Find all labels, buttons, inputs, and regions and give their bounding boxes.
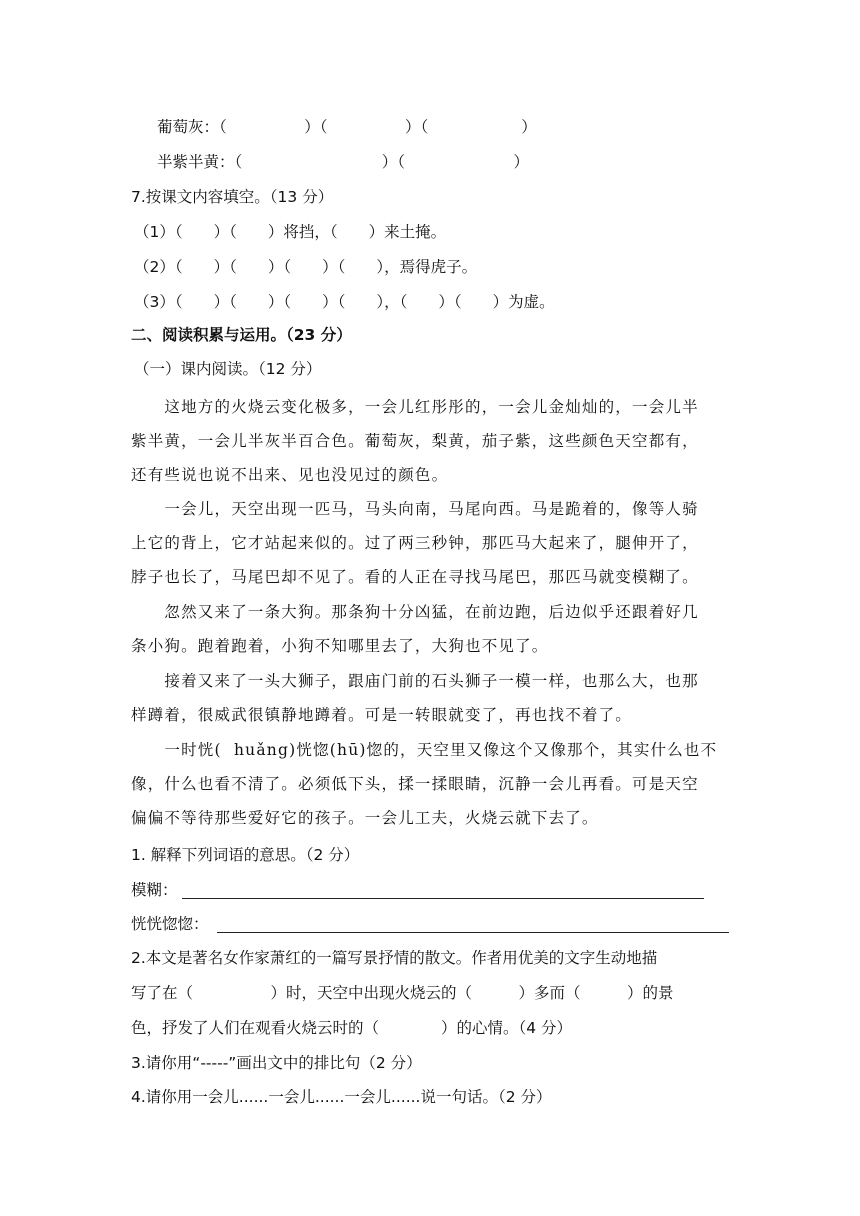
q7-title: 7.按课文内容填空。（13 分）: [131, 188, 334, 206]
q7-item-1: （1）（ ）（ ）将挡，（ ）来土掩。: [134, 223, 447, 241]
question-1: 1. 解释下列词语的意思。（2 分）: [131, 846, 360, 864]
passage-line: 上它的背上，它才站起来似的。过了两三秒钟，那匹马大起来了，腿伸开了，: [131, 534, 699, 552]
passage-line: 忽然又来了一条大狗。那条狗十分凶猛，在前边跑，后边似乎还跟着好几: [131, 603, 699, 621]
question-2-line: 写了在（ ）时，天空中出现火烧云的（ ）多而（ ）的景: [131, 984, 674, 1002]
q6-line-half-purple: 半紫半黄：（ ）（ ）: [157, 153, 530, 171]
passage-line: 还有些说也说不出来、见也没见过的颜色。: [131, 466, 449, 484]
passage-line: 偏偏不等待那些爱好它的孩子。一会儿工夫，火烧云就下去了。: [131, 809, 599, 827]
passage-line: 一时恍( huǎng)恍惚(hū)惚的，天空里又像这个又像那个，其实什么也不: [131, 741, 718, 759]
passage-line: 像，什么也看不清了。必须低下头，揉一揉眼睛，沉静一会儿再看。可是天空: [131, 775, 699, 793]
q1-word-huanghuang: 恍恍惚惚：: [131, 915, 209, 933]
passage-line: 脖子也长了，马尾巴却不见了。看的人正在寻找马尾巴，那匹马就变模糊了。: [131, 568, 699, 586]
q7-item-3: （3）（ ）（ ）（ ）（ ），（ ）（ ）为虚。: [134, 293, 555, 311]
question-2-line: 2.本文是著名女作家萧红的一篇写景抒情的散文。作者用优美的文字生动地描: [131, 949, 658, 967]
question-2-line: 色，抒发了人们在观看火烧云时的（ ）的心情。（4 分）: [131, 1019, 573, 1037]
section2-title: 二、阅读积累与运用。（23 分）: [131, 326, 352, 344]
question-4: 4.请你用一会儿......一会儿......一会儿......说一句话。（2 分）: [131, 1088, 552, 1106]
answer-line-huanghuang[interactable]: [217, 932, 729, 933]
passage-line: 一会儿，天空出现一匹马，马头向南，马尾向西。马是跪着的，像等人骑: [131, 500, 699, 518]
answer-line-mohu[interactable]: [182, 898, 704, 899]
q7-item-2: （2）（ ）（ ）（ ）（ ），焉得虎子。: [134, 258, 478, 276]
q6-line-grape-gray: 葡萄灰：（ ）（ ）（ ）: [157, 118, 537, 136]
question-3: 3.请你用“-----”画出文中的排比句（2 分）: [131, 1054, 422, 1072]
section2-subtitle: （一）课内阅读。（12 分）: [134, 360, 322, 378]
passage-line: 样蹲着，很威武很镇静地蹲着。可是一转眼就变了，再也找不着了。: [131, 706, 633, 724]
q1-word-mohu: 模糊：: [131, 881, 178, 899]
passage-line: 接着又来了一头大狮子，跟庙门前的石头狮子一模一样，也那么大，也那: [131, 672, 699, 690]
passage-line: 条小狗。跑着跑着，小狗不知哪里去了，大狗也不见了。: [131, 637, 549, 655]
passage-line: 这地方的火烧云变化极多，一会儿红彤彤的，一会儿金灿灿的，一会儿半: [131, 398, 699, 416]
passage-line: 紫半黄，一会儿半灰半百合色。葡萄灰，梨黄，茄子紫，这些颜色天空都有，: [131, 432, 699, 450]
